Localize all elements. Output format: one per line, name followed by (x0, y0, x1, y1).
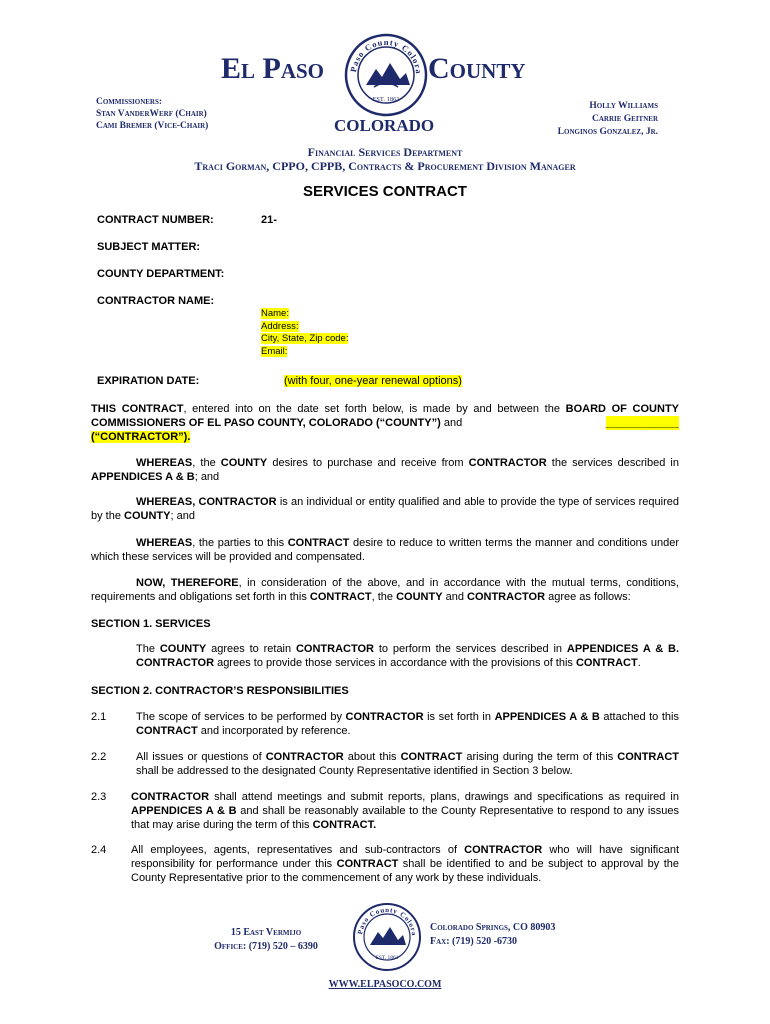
intro-board: BOARD OF COUNTY COMMISSIONERS OF EL PASO COUNTY, COLORADO (“COUNTY”) (91, 403, 680, 429)
contractor-address-field: Address: (261, 320, 299, 332)
contractor-city-field: City, State, Zip code: (261, 333, 349, 344)
section-2-heading: SECTION 2. CONTRACTOR’S RESPONSIBILITIES (91, 685, 349, 697)
intro-contractor-blank: ____________ (605, 417, 679, 429)
commissioner-chair: Stan VanderWerf (Chair) (96, 109, 207, 119)
now-therefore: NOW, THEREFORE, in consideration of the above, and in accordance with the mutual terms, conditions, requirements and obligations set forth in this CONTRACT, the COUNTY and CONTRACTOR agree as follows: (91, 577, 679, 603)
division-manager: Traci Gorman, CPPO, CPPB, Contracts & Procurement Division Manager (194, 159, 576, 173)
county-seal-logo (344, 33, 428, 117)
seal-est: EST. 1861 (372, 96, 400, 103)
expiration-date-label: EXPIRATION DATE: (97, 375, 200, 387)
county-title-right: County (428, 52, 526, 85)
commissioner-2: Carrie Geitner (591, 114, 658, 124)
department-name: Financial Services Department (307, 145, 463, 159)
contract-number-value: 21- (261, 214, 277, 226)
commissioner-1: Holly Williams (589, 101, 658, 111)
whereas-2: WHEREAS, CONTRACTOR is an individual or entity qualified and able to provide the type of services required by the COUNTY; and (91, 496, 679, 522)
footer-city: Colorado Springs, CO 80903 (430, 922, 556, 933)
footer-city-block (430, 921, 555, 949)
intro-this-contract: THIS CONTRACT (91, 403, 184, 415)
intro-and: and (440, 417, 463, 429)
item-2-4-number: 2.4 (91, 844, 107, 856)
renewal-options-text: (with four, one-year renewal options) (284, 375, 462, 387)
intro-text: , entered into on the date set forth below, is made by and between the (183, 403, 566, 415)
item-2-2-text: All issues or questions of CONTRACTOR about this CONTRACT arising during the term of this CONTRACT shall be addressed to the designated County Representative identified in Section 3 below. (136, 751, 679, 777)
section-1-text: The COUNTY agrees to retain CONTRACTOR to perform the services described in APPENDICES A & B. CONTRACTOR agrees to provide those services in accordance with the provisions of this CONTRACT. (136, 643, 679, 669)
item-2-1-number: 2.1 (91, 711, 107, 723)
item-2-2-number: 2.2 (91, 751, 107, 763)
footer-address: 15 East Vermijo (230, 927, 302, 938)
footer-seal-logo (352, 902, 422, 972)
footer-fax: Fax: (719) 520 -6730 (430, 936, 518, 947)
contract-number-label: CONTRACT NUMBER: (97, 214, 214, 226)
commissioners-label: Commissioners: (96, 97, 163, 107)
state-label: COLORADO (334, 116, 435, 135)
intro-contractor-tag: (“CONTRACTOR”). (91, 431, 191, 443)
contract-heading: SERVICES CONTRACT (303, 183, 467, 200)
footer-office-phone: Office: (719) 520 – 6390 (214, 941, 318, 952)
expiration-date-value (284, 375, 462, 387)
whereas-1: WHEREAS, the COUNTY desires to purchase and receive from CONTRACTOR the services described in APPENDICES A & B; and (91, 457, 679, 483)
commissioners-left (96, 96, 208, 132)
section-1-heading: SECTION 1. SERVICES (91, 618, 211, 630)
item-2-3-text: CONTRACTOR shall attend meetings and submit reports, plans, drawings and specifications as required in APPENDICES A & B and shall be reasonably available to the County Representative to respond to any issues that may arise during the term of this CONTRACT. (131, 791, 679, 831)
commissioner-3: Longinos Gonzalez, Jr. (557, 127, 658, 137)
website-link[interactable]: WWW.ELPASOCO.COM (328, 979, 442, 990)
footer-seal-text: Paso County Colora (356, 905, 419, 937)
footer-website-wrap (0, 979, 770, 990)
subject-matter-label: SUBJECT MATTER: (97, 241, 201, 253)
contractor-name-label: CONTRACTOR NAME: (97, 295, 215, 307)
contract-intro (91, 402, 679, 444)
item-2-1-text: The scope of services to be performed by CONTRACTOR is set forth in APPENDICES A & B attached to this CONTRACT and incorporated by reference. (136, 711, 679, 737)
contractor-fields (261, 308, 348, 358)
county-department-label: COUNTY DEPARTMENT: (97, 268, 225, 280)
item-2-4-text: All employees, agents, representatives and sub-contractors of CONTRACTOR who will have significant responsibility for performance under this CONTRACT shall be identified to and be subject to approval by the County Representative prior to the commencement of any work by these individuals. (131, 844, 679, 884)
contractor-email-field: Email: (261, 345, 288, 357)
footer-address-block (196, 926, 336, 954)
county-title-left: El Paso (221, 52, 325, 85)
seal-text: Paso County Colora (348, 36, 425, 75)
footer-seal-est: EST. 1861 (375, 955, 399, 961)
item-2-3-number: 2.3 (91, 791, 107, 803)
whereas-3: WHEREAS, the parties to this CONTRACT desire to reduce to written terms the manner and conditions under which these services will be provided and compensated. (91, 537, 679, 563)
contractor-name-field: Name: (261, 308, 289, 319)
commissioners-right (558, 100, 658, 139)
commissioner-vice-chair: Cami Bremer (Vice-Chair) (96, 121, 209, 131)
